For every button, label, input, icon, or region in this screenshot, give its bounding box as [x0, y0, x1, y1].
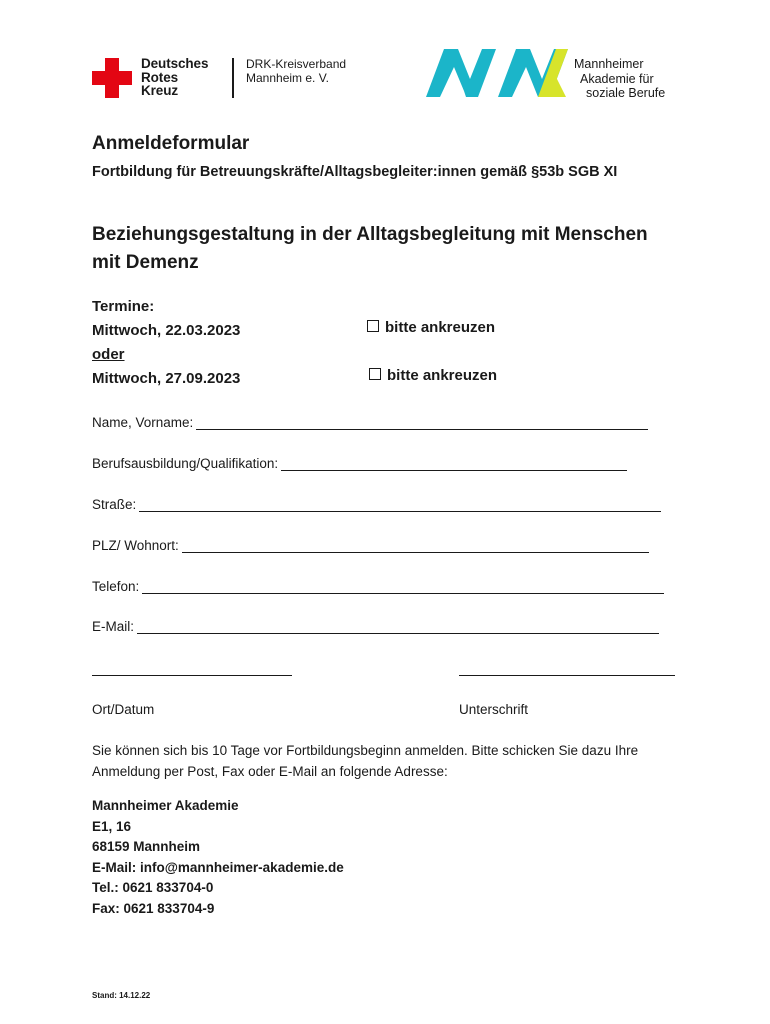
qualification-input-line[interactable] — [281, 458, 627, 471]
checkbox-icon[interactable] — [369, 368, 381, 380]
contact-address — [92, 796, 344, 919]
form-subtitle: Fortbildung für Betreuungskräfte/Alltagsbegleiter:innen gemäß §53b SGB XI — [92, 164, 618, 180]
name-input-line[interactable] — [196, 417, 648, 430]
date-option-2: Mittwoch, 27.09.2023 — [92, 370, 241, 387]
contact-phone: Tel.: 0621 833704-0 — [92, 880, 214, 895]
signature-line[interactable] — [459, 675, 675, 676]
date-option-1: Mittwoch, 22.03.2023 — [92, 322, 241, 339]
name-field — [92, 415, 648, 430]
red-cross-logo — [92, 58, 132, 98]
contact-city: 68159 Mannheim — [92, 839, 201, 854]
field-label: Telefon: — [92, 579, 140, 594]
dates-label: Termine: — [92, 298, 155, 315]
email-input-line[interactable] — [137, 621, 659, 634]
date-1-checkbox[interactable]: bitte ankreuzen — [367, 319, 495, 336]
contact-email: E-Mail: info@mannheimer-akademie.de — [92, 859, 344, 875]
mannheimer-akademie-logo — [424, 43, 574, 99]
document-date: Stand: 14.12.22 — [92, 991, 151, 1000]
registration-info: Sie können sich bis 10 Tage vor Fortbildungsbeginn anmelden. Bitte schicken Sie dazu Ihre Anmeldung per Post, Fax oder E-Mail an folgende Adresse: — [92, 743, 639, 779]
city-input-line[interactable] — [182, 540, 649, 553]
date-2-checkbox[interactable]: bitte ankreuzen — [369, 367, 497, 384]
drk-org-name: DRK-Kreisverband Mannheim e. V. — [246, 57, 347, 85]
checkbox-icon[interactable] — [367, 320, 379, 332]
signature-label: Unterschrift — [459, 702, 529, 717]
field-label: Name, Vorname: — [92, 415, 194, 430]
field-label: Berufsausbildung/Qualifikation: — [92, 456, 279, 471]
contact-fax: Fax: 0621 833704-9 — [92, 900, 215, 916]
place-date-line[interactable] — [92, 675, 292, 676]
dates-section — [92, 295, 240, 391]
place-date-label: Ort/Datum — [92, 702, 155, 717]
street-input-line[interactable] — [139, 499, 661, 512]
field-label: Straße: — [92, 497, 137, 512]
email-field — [92, 619, 659, 634]
dates-or: oder — [92, 346, 125, 363]
street-field — [92, 497, 661, 512]
phone-input-line[interactable] — [142, 581, 664, 594]
form-title: Anmeldeformular — [92, 133, 250, 154]
contact-street: E1, 16 — [92, 818, 132, 834]
field-label: PLZ/ Wohnort: — [92, 538, 179, 553]
city-field — [92, 538, 649, 553]
academy-name: Mannheimer Akademie für soziale Berufe — [574, 57, 666, 100]
qualification-field — [92, 456, 627, 471]
drk-name: Deutsches Rotes Kreuz — [141, 56, 209, 98]
logo-divider — [232, 58, 234, 98]
phone-field — [92, 579, 664, 594]
course-title: Beziehungsgestaltung in der Alltagsbegleitung mit Menschen mit Demenz — [92, 224, 648, 273]
contact-name: Mannheimer Akademie — [92, 798, 239, 813]
field-label: E-Mail: — [92, 619, 135, 634]
